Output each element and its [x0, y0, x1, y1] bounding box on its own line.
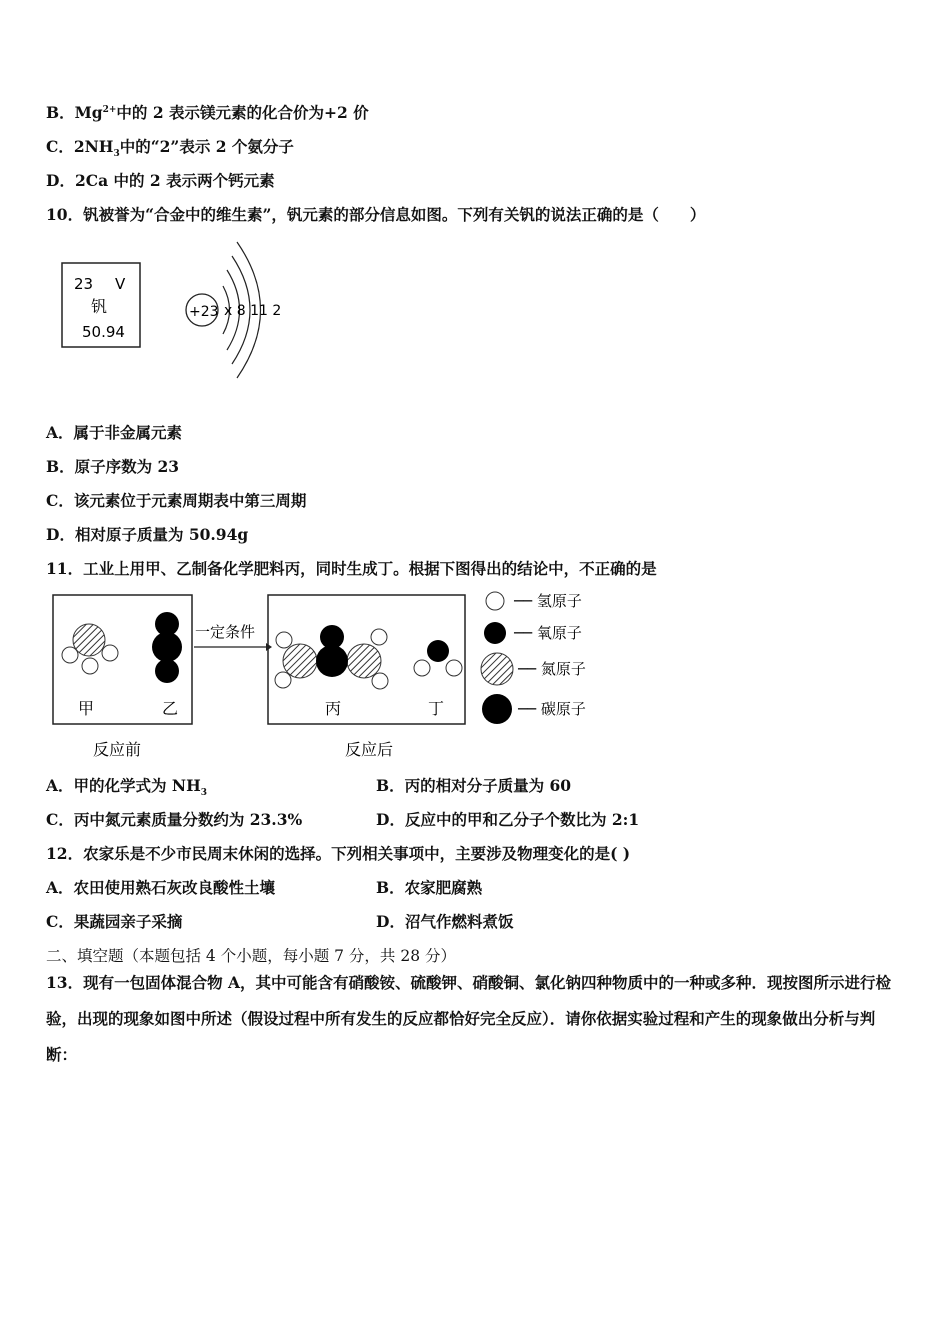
legend-carbon-icon: [482, 694, 512, 724]
q12-stem: 12．农家乐是不少市民周末休闲的选择。下列相关事项中，主要涉及物理变化的是( ): [46, 844, 631, 863]
nucleus-charge: +23: [189, 304, 219, 320]
label-yi: 乙: [162, 699, 179, 718]
q11-stem: 11．工业上用甲、乙制备化学肥料丙，同时生成丁。根据下图得出的结论中，不正确的是: [46, 559, 657, 578]
q10-stem: 10．钒被誉为“合金中的维生素”，钒元素的部分信息如图。下列有关钒的说法正确的是（ ）: [46, 205, 706, 224]
label-ding: 丁: [428, 699, 445, 718]
bing-nitrogen-atom: [283, 644, 317, 678]
section-title: 二、填空题（本题包括 4 个小题，每小题 7 分，共 28 分）: [46, 947, 457, 965]
legend-carbon-label: ── 碳原子: [518, 700, 586, 718]
legend-oxygen-icon: [484, 622, 506, 644]
q9-option-b-superscript: 2+: [102, 104, 117, 115]
q11-figure: [40, 585, 620, 770]
bing-carbon-atom: [316, 645, 348, 677]
jia-nitrogen-atom: [73, 624, 105, 656]
ding-hydrogen-atom: [414, 660, 430, 676]
electron-shell-counts: x 8 11 2: [224, 303, 282, 319]
q9-option-d: D．2Ca 中的 2 表示两个钙元素: [46, 171, 275, 190]
element-symbol: V: [115, 275, 126, 293]
jia-hydrogen-atom: [62, 647, 78, 663]
jia-hydrogen-atom: [102, 645, 118, 661]
bing-hydrogen-atom: [371, 629, 387, 645]
element-mass: 50.94: [82, 323, 125, 341]
q11-option-d: D．反应中的甲和乙分子个数比为 2:1: [376, 810, 640, 829]
q11-figure-svg: [40, 585, 620, 770]
q9-option-b-text-2: 中的 2 表示镁元素的化合价为+2 价: [116, 103, 369, 122]
yi-oxygen-atom: [155, 659, 179, 683]
q12-option-d: D．沼气作燃料煮饭: [376, 912, 514, 931]
legend-oxygen-label: ── 氧原子: [514, 624, 582, 642]
reaction-arrow-head: [266, 643, 272, 651]
ding-oxygen-atom: [427, 640, 449, 662]
q9-option-c-subscript: 3: [113, 149, 120, 160]
ding-hydrogen-atom: [446, 660, 462, 676]
reaction-condition: 一定条件: [195, 623, 256, 641]
yi-carbon-atom: [152, 632, 182, 662]
legend-hydrogen-label: ── 氢原子: [514, 592, 582, 610]
q11-option-a-text: A．甲的化学式为 NH: [46, 776, 201, 795]
q10-option-d: D．相对原子质量为 50.94g: [46, 525, 249, 544]
q12-option-a: A．农田使用熟石灰改良酸性土壤: [46, 878, 276, 897]
bing-hydrogen-atom: [275, 672, 291, 688]
q12-option-c: C．果蔬园亲子采摘: [46, 912, 183, 931]
element-number: 23: [74, 275, 94, 293]
q9-option-c-text-2: 中的“2”表示 2 个氨分子: [119, 137, 294, 156]
q11-option-b: B．丙的相对分子质量为 60: [376, 776, 572, 795]
q9-option-c: [46, 135, 294, 159]
q10-option-c: C．该元素位于元素周期表中第三周期: [46, 491, 307, 510]
legend-hydrogen-icon: [486, 592, 504, 610]
label-bing: 丙: [325, 699, 342, 718]
q11-option-c: C．丙中氮元素质量分数约为 23.3%: [46, 810, 303, 829]
q9-option-b-text: B．Mg: [46, 103, 103, 122]
q10-option-b: B．原子序数为 23: [46, 457, 180, 476]
q9-option-b: [46, 101, 369, 123]
q9-option-c-text: C．2NH: [46, 137, 114, 156]
bing-hydrogen-atom: [372, 673, 388, 689]
caption-after: 反应后: [345, 740, 394, 759]
element-name: 钒: [91, 297, 108, 316]
bing-hydrogen-atom: [276, 632, 292, 648]
q11-option-a-subscript: 3: [200, 788, 208, 799]
caption-before: 反应前: [93, 740, 142, 759]
legend-nitrogen-icon: [481, 653, 513, 685]
q12-option-b: B．农家肥腐熟: [376, 878, 483, 897]
q10-figure-svg: [60, 240, 300, 385]
label-jia: 甲: [78, 699, 95, 718]
q10-option-a: A．属于非金属元素: [46, 423, 183, 442]
q11-option-a: [46, 774, 207, 798]
jia-hydrogen-atom: [82, 658, 98, 674]
legend-nitrogen-label: ── 氮原子: [518, 660, 586, 678]
q10-figure: [60, 240, 300, 385]
q13-stem: 13．现有一包固体混合物 A，其中可能含有硝酸铵、硫酸钾、硝酸铜、氯化钠四种物质中的一种或多种．现按图所示进行检验，出现的现象如图中所述（假设过程中所有发生的反应都恰好完全反应）．请你依据实验过程和产生的现象做出分析与判断：: [46, 973, 891, 1064]
bing-nitrogen-atom: [347, 644, 381, 678]
